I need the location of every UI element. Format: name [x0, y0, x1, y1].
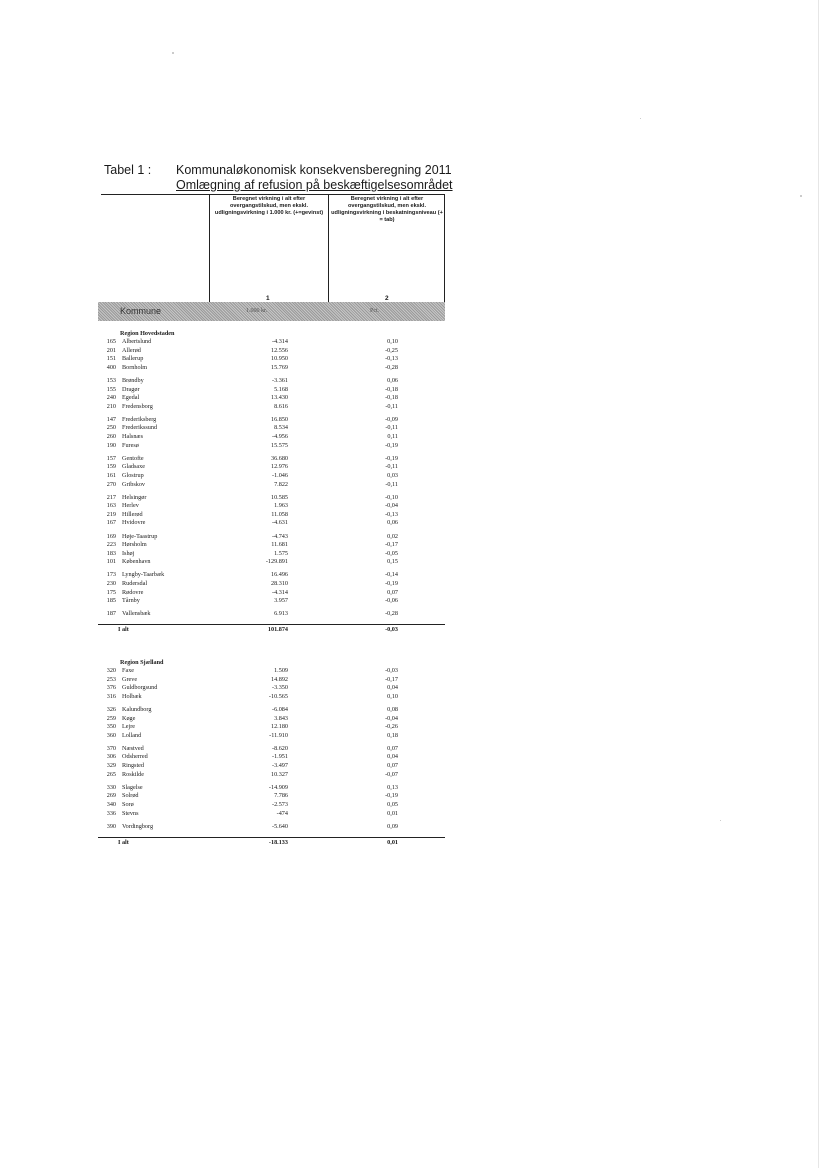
kommune-code: 159: [106, 463, 116, 471]
column-1-header: Beregnet virkning i alt efter overgangstilskud, men ekskl. udligningsvirkning i 1.000 kr. (+=gevinst): [214, 196, 324, 216]
value-1000-kr: 10.327: [270, 770, 288, 778]
table-row: [98, 732, 445, 740]
kommune-name: Bornholm: [122, 363, 148, 371]
table-row: [98, 416, 445, 424]
value-1000-kr: 36.680: [270, 454, 288, 462]
table-row: [98, 355, 445, 363]
table-row: [98, 723, 445, 731]
value-pct: -0,28: [385, 363, 398, 371]
kommune-name: Kalundborg: [122, 705, 152, 713]
kommune-code: 155: [106, 385, 116, 393]
value-1000-kr: 3.843: [274, 714, 288, 722]
kommune-code: 173: [106, 571, 116, 579]
kommune-code: 147: [106, 415, 116, 423]
column-2-header: Beregnet virkning i alt efter overgangstilskud, men ekskl. udligningsvirkning i beskatningsniveau (+ = tab): [331, 196, 443, 223]
value-1000-kr: 11.681: [271, 541, 288, 549]
table-row: [98, 693, 445, 701]
column-2-number: 2: [385, 295, 389, 302]
kommune-code: 326: [106, 705, 116, 713]
kommune-code: 260: [106, 433, 116, 440]
value-pct: -0,19: [385, 441, 398, 449]
kommune-name: Egedal: [122, 394, 140, 402]
kommune-name: Ringsted: [122, 762, 145, 769]
table-row: [98, 541, 445, 549]
table-row: [98, 784, 445, 792]
kommune-label: Kommune: [120, 306, 162, 316]
kommune-name: Furesø: [122, 441, 139, 449]
value-1000-kr: -4.314: [272, 338, 288, 345]
value-pct: -0,09: [385, 415, 398, 423]
kommune-name: Fredensborg: [122, 402, 153, 410]
kommune-name: København: [122, 558, 151, 566]
total-value-1000-kr: -18.133: [268, 838, 288, 846]
kommune-code: 390: [106, 822, 116, 830]
value-pct: 0,07: [387, 744, 398, 752]
value-pct: -0,25: [385, 346, 398, 354]
value-pct: 0,06: [387, 376, 398, 384]
kommune-code: 230: [106, 580, 116, 587]
document-title: [104, 163, 452, 177]
total-label: I alt: [118, 626, 129, 634]
value-1000-kr: -4.956: [272, 433, 288, 440]
kommune-code: 400: [106, 363, 116, 371]
value-pct: -0,13: [385, 510, 398, 518]
value-1000-kr: -3.497: [272, 762, 288, 769]
value-pct: -0,19: [385, 580, 398, 587]
kommune-code: 376: [106, 684, 116, 692]
kommune-name: Gentofte: [122, 454, 144, 462]
value-1000-kr: 5.168: [274, 385, 288, 393]
value-pct: 0,15: [387, 558, 398, 566]
value-pct: -0,18: [385, 394, 398, 402]
kommune-name: Ballerup: [122, 355, 144, 363]
kommune-header-band: [98, 302, 445, 321]
value-pct: 0,01: [387, 809, 398, 817]
value-1000-kr: 12.976: [270, 463, 288, 471]
kommune-name: Brøndby: [122, 376, 144, 384]
header-divider: [209, 194, 210, 302]
kommune-name: Odsherred: [122, 753, 148, 761]
table-row: [98, 801, 445, 809]
kommune-code: 265: [106, 770, 116, 778]
kommune-name: Holbæk: [122, 692, 142, 700]
value-pct: -0,11: [385, 480, 398, 488]
kommune-name: Dragør: [122, 385, 140, 393]
kommune-code: 219: [106, 510, 116, 518]
kommune-code: 175: [106, 588, 116, 596]
table-row: [98, 558, 445, 566]
value-pct: 0,02: [387, 532, 398, 540]
kommune-code: 360: [106, 731, 116, 739]
kommune-code: 187: [106, 610, 116, 618]
table-row: [98, 442, 445, 450]
kommune-name: Næstved: [122, 744, 144, 752]
kommune-code: 190: [106, 441, 116, 449]
table-row: [98, 364, 445, 372]
kommune-name: Faxe: [122, 667, 135, 674]
kommune-name: Lolland: [122, 731, 142, 739]
kommune-code: 316: [106, 692, 116, 700]
table-row: [98, 386, 445, 394]
value-1000-kr: -11.910: [269, 731, 288, 739]
value-1000-kr: 8.534: [274, 424, 288, 432]
column-1-number: 1: [266, 295, 270, 302]
kommune-name: Gladsaxe: [122, 463, 146, 471]
kommune-code: 185: [106, 597, 116, 605]
value-pct: -0,28: [385, 610, 398, 618]
value-1000-kr: -10.565: [268, 692, 288, 700]
value-1000-kr: -4.743: [272, 532, 288, 540]
kommune-code: 259: [106, 714, 116, 722]
table-row: [98, 472, 445, 480]
kommune-code: 250: [106, 424, 116, 432]
table-row: [98, 745, 445, 753]
kommune-name: Greve: [122, 675, 138, 683]
value-1000-kr: 28.310: [270, 580, 288, 587]
kommune-name: Hørsholm: [122, 541, 147, 549]
value-1000-kr: 15.575: [270, 441, 288, 449]
table-row: [98, 706, 445, 714]
table-row: [98, 771, 445, 779]
value-pct: -0,03: [385, 667, 398, 674]
table-row: [98, 753, 445, 761]
kommune-name: Roskilde: [122, 770, 145, 778]
value-pct: 0,18: [387, 731, 398, 739]
kommune-name: Albertslund: [122, 338, 152, 345]
value-pct: 0,13: [387, 783, 398, 791]
value-1000-kr: -129.891: [265, 558, 288, 566]
kommune-name: Ishøj: [122, 549, 135, 557]
value-pct: -0,19: [385, 454, 398, 462]
table-row: [98, 403, 445, 411]
value-pct: 0,08: [387, 705, 398, 713]
kommune-code: 153: [106, 376, 116, 384]
value-pct: 0,04: [387, 684, 398, 692]
table-row: [98, 580, 445, 588]
scan-speck: [172, 52, 174, 54]
kommune-name: Frederiksberg: [122, 415, 157, 423]
kommune-name: Gribskov: [122, 480, 146, 488]
table-row: [98, 676, 445, 684]
kommune-name: Vallensbæk: [122, 610, 151, 618]
region-title: Region Hovedstaden: [120, 330, 175, 337]
value-pct: 0,05: [387, 800, 398, 808]
value-pct: -0,06: [385, 597, 398, 605]
table-row: [98, 463, 445, 471]
kommune-name: Rudersdal: [122, 580, 148, 587]
region-total-row: [98, 837, 445, 847]
table-row: [98, 433, 445, 441]
kommune-name: Frederikssund: [122, 424, 158, 432]
table-row: [98, 823, 445, 831]
value-1000-kr: 11.058: [271, 510, 288, 518]
kommune-code: 330: [106, 783, 116, 791]
table-row: [98, 502, 445, 510]
table-row: [98, 494, 445, 502]
value-1000-kr: -8.620: [272, 744, 288, 752]
value-pct: -0,11: [385, 402, 398, 410]
table-row: [98, 511, 445, 519]
kommune-name: Sorø: [122, 800, 134, 808]
table-row: [98, 610, 445, 618]
value-pct: 0,11: [387, 433, 398, 440]
value-pct: -0,07: [385, 770, 398, 778]
value-pct: 0,04: [387, 753, 398, 761]
table-row: [98, 597, 445, 605]
table-row: [98, 715, 445, 723]
value-1000-kr: 3.957: [274, 597, 288, 605]
kommune-code: 210: [106, 402, 116, 410]
value-1000-kr: -6.084: [272, 705, 288, 713]
table-row: [98, 377, 445, 385]
value-1000-kr: 10.950: [270, 355, 288, 363]
table-row: [98, 667, 445, 675]
value-1000-kr: 10.585: [270, 493, 288, 501]
kommune-code: 270: [106, 480, 116, 488]
value-pct: -0,04: [385, 714, 398, 722]
kommune-code: 167: [106, 519, 116, 527]
value-1000-kr: 7.822: [274, 480, 288, 488]
value-1000-kr: 1.963: [274, 502, 288, 510]
value-pct: -0,13: [385, 355, 398, 363]
value-1000-kr: -5.640: [272, 822, 288, 830]
kommune-code: 306: [106, 753, 116, 761]
table-row: [98, 347, 445, 355]
kommune-name: Herlev: [122, 502, 139, 510]
value-pct: 0,10: [387, 692, 398, 700]
kommune-name: Hvidovre: [122, 519, 146, 527]
table-row: [98, 455, 445, 463]
kommune-name: Høje-Taastrup: [122, 532, 158, 540]
value-1000-kr: -3.361: [272, 376, 288, 384]
value-pct: 0,10: [387, 338, 398, 345]
table-row: [98, 533, 445, 541]
value-1000-kr: 7.786: [274, 792, 288, 800]
kommune-code: 320: [106, 667, 116, 674]
kommune-name: Tårnby: [122, 597, 140, 605]
kommune-code: 165: [106, 338, 116, 345]
kommune-code: 350: [106, 723, 116, 731]
table-row: [98, 424, 445, 432]
value-pct: -0,17: [385, 541, 398, 549]
value-1000-kr: 12.180: [270, 723, 288, 731]
column-1-unit: 1.000 kr.: [246, 308, 268, 314]
region-total-row: [98, 624, 445, 634]
table-row: [98, 550, 445, 558]
value-1000-kr: 14.892: [270, 675, 288, 683]
table-row: [98, 394, 445, 402]
kommune-name: Køge: [122, 714, 136, 722]
kommune-code: 336: [106, 809, 116, 817]
value-1000-kr: -1.951: [272, 753, 288, 761]
value-pct: 0,03: [387, 471, 398, 479]
kommune-name: Allerød: [122, 346, 141, 354]
kommune-name: Slagelse: [122, 783, 143, 791]
kommune-name: Stevns: [122, 809, 139, 817]
value-1000-kr: -474: [276, 809, 288, 817]
kommune-code: 157: [106, 454, 116, 462]
value-pct: -0,17: [385, 675, 398, 683]
value-pct: -0,19: [385, 792, 398, 800]
value-1000-kr: -2.573: [272, 800, 288, 808]
kommune-code: 253: [106, 675, 116, 683]
column-2-unit: Pct.: [370, 308, 380, 314]
value-1000-kr: 8.616: [274, 402, 288, 410]
header-top-rule: [101, 194, 445, 195]
title-line-2: Omlægning af refusion på beskæftigelsesområdet: [176, 178, 453, 192]
header-divider: [328, 194, 329, 302]
kommune-name: Guldborgsund: [122, 684, 158, 692]
kommune-code: 161: [106, 471, 116, 479]
value-pct: -0,26: [385, 723, 398, 731]
kommune-name: Solrød: [122, 792, 139, 800]
total-value-1000-kr: 101.874: [267, 626, 288, 634]
total-value-pct: 0,01: [387, 838, 398, 846]
kommune-code: 340: [106, 800, 116, 808]
kommune-code: 201: [106, 346, 116, 354]
value-1000-kr: 16.496: [270, 571, 288, 579]
table-row: [98, 338, 445, 346]
kommune-name: Lejre: [122, 723, 136, 731]
value-pct: -0,05: [385, 549, 398, 557]
value-1000-kr: 15.769: [270, 363, 288, 371]
kommune-name: Lyngby-Taarbæk: [122, 571, 165, 579]
kommune-name: Hillerød: [122, 510, 143, 518]
value-1000-kr: 12.556: [270, 346, 288, 354]
total-value-pct: -0,03: [385, 626, 398, 634]
table-row: [98, 481, 445, 489]
title-line-1: Kommunaløkonomisk konsekvensberegning 2011: [176, 163, 452, 177]
value-1000-kr: 1.509: [274, 667, 288, 674]
value-1000-kr: 16.850: [270, 415, 288, 423]
value-1000-kr: -4.314: [272, 588, 288, 596]
kommune-code: 183: [106, 549, 116, 557]
kommune-name: Vordingborg: [122, 822, 154, 830]
kommune-code: 269: [106, 792, 116, 800]
header-divider: [444, 194, 445, 302]
scan-speck: [720, 820, 721, 821]
kommune-code: 101: [106, 558, 116, 566]
value-1000-kr: -1.046: [272, 471, 288, 479]
kommune-code: 151: [106, 355, 116, 363]
value-pct: 0,06: [387, 519, 398, 527]
value-pct: 0,07: [387, 588, 398, 596]
kommune-code: 240: [106, 394, 116, 402]
value-pct: 0,09: [387, 822, 398, 830]
scan-speck: [640, 118, 641, 119]
value-1000-kr: -4.631: [272, 519, 288, 527]
table-row: [98, 792, 445, 800]
table-row: [98, 684, 445, 692]
value-1000-kr: 13.430: [270, 394, 288, 402]
kommune-code: 329: [106, 762, 116, 769]
value-1000-kr: 6.913: [274, 610, 288, 618]
value-pct: -0,10: [385, 493, 398, 501]
table-row: [98, 810, 445, 818]
total-label: I alt: [118, 838, 129, 846]
kommune-name: Glostrup: [122, 471, 144, 479]
value-pct: -0,11: [385, 424, 398, 432]
value-pct: -0,14: [385, 571, 398, 579]
value-1000-kr: -3.350: [272, 684, 288, 692]
kommune-code: 169: [106, 532, 116, 540]
value-1000-kr: -14.909: [268, 783, 288, 791]
kommune-code: 370: [106, 744, 116, 752]
kommune-code: 163: [106, 502, 116, 510]
kommune-name: Halsnæs: [122, 433, 143, 440]
table-label: Tabel 1 :: [104, 163, 152, 177]
value-pct: -0,11: [385, 463, 398, 471]
kommune-code: 223: [106, 541, 116, 549]
region-title: Region Sjælland: [120, 659, 164, 666]
value-pct: -0,04: [385, 502, 398, 510]
table-row: [98, 571, 445, 579]
table-row: [98, 519, 445, 527]
kommune-name: Rødovre: [122, 588, 144, 596]
table-row: [98, 589, 445, 597]
value-pct: -0,18: [385, 385, 398, 393]
kommune-name: Helsingør: [122, 493, 147, 501]
scan-speck: [800, 195, 802, 197]
scan-edge: [818, 0, 819, 1168]
kommune-code: 217: [106, 493, 116, 501]
value-pct: 0,07: [387, 762, 398, 769]
table-row: [98, 762, 445, 770]
value-1000-kr: 1.575: [274, 549, 288, 557]
